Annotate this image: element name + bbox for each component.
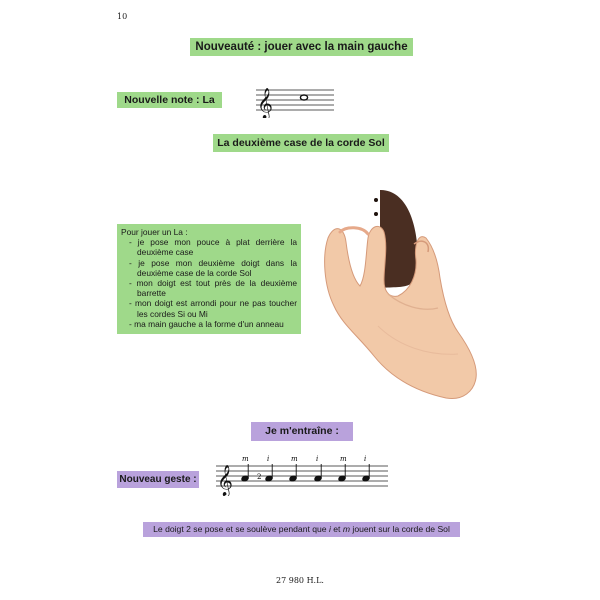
instruction-item: - je pose mon pouce à plat derrière la deuxième case: [121, 237, 297, 257]
instruction-intro: Pour jouer un La :: [121, 227, 188, 237]
footer-code: 27 980 H.L.: [276, 576, 324, 585]
finger-m-label: m: [342, 524, 351, 534]
fingering-label: i: [364, 455, 367, 463]
finger-instruction-text: Le doigt 2 se pose et se soulève pendant que: [153, 524, 329, 534]
treble-clef-icon: 𝄞: [257, 88, 273, 118]
page-title: Nouveauté : jouer avec la main gauche: [190, 38, 413, 56]
instruction-item: - je pose mon deuxième doigt dans la deuxième case de la corde Sol: [121, 258, 297, 278]
practice-label: Je m'entraîne :: [251, 422, 353, 441]
instruction-item: - mon doigt est tout près de la deuxième barrette: [121, 278, 297, 298]
page-number: 10: [117, 12, 128, 21]
fingering-label: i: [267, 455, 270, 463]
left-hand-illustration: [318, 186, 483, 414]
treble-clef-icon: 𝄞: [217, 465, 233, 496]
left-hand-finger-number: 2: [257, 473, 262, 481]
finger-instruction-text: jouent sur la corde de Sol: [350, 524, 450, 534]
string-position-label: La deuxième case de la corde Sol: [213, 134, 389, 152]
instruction-item: - ma main gauche a la forme d'un anneau: [121, 319, 297, 329]
fingering-label: m: [340, 455, 347, 463]
new-note-staff: [252, 82, 336, 118]
fingering-label: i: [316, 455, 319, 463]
instruction-list: [121, 237, 297, 329]
finger-instruction: [143, 522, 460, 537]
exercise-staff: [212, 448, 392, 496]
instruction-item: - mon doigt est arrondi pour ne pas toucher les cordes Si ou Mi: [121, 298, 297, 318]
finger-instruction-text: et: [330, 524, 343, 534]
gesture-label: Nouveau geste :: [117, 471, 199, 488]
finger-i-label: i: [328, 524, 331, 534]
fingering-label: m: [242, 455, 249, 463]
fingering-label: m: [291, 455, 298, 463]
instruction-box: [117, 224, 301, 334]
new-note-label: Nouvelle note : La: [117, 92, 222, 108]
whole-note-la: [300, 95, 307, 100]
